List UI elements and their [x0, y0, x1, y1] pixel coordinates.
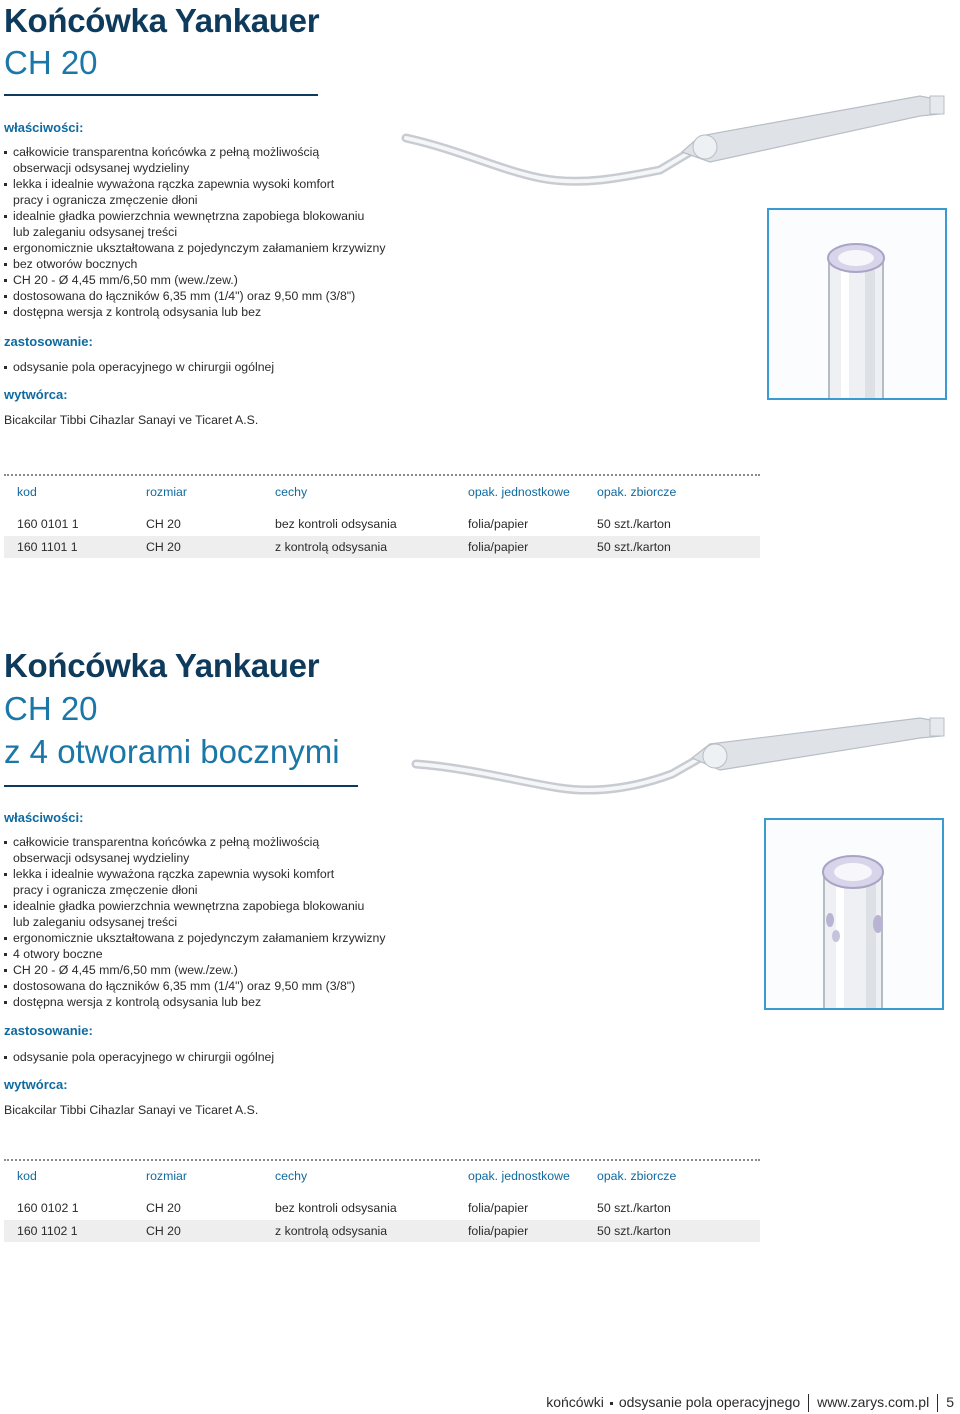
cell-features: bez kontroli odsysania — [275, 1201, 397, 1215]
footer-category: końcówki — [546, 1394, 604, 1410]
cell-unit-pack: folia/papier — [468, 540, 529, 554]
property-item: bez otworów bocznych — [4, 256, 424, 272]
cell-code: 160 1101 1 — [17, 540, 78, 554]
tip-side-holes-closeup-icon — [764, 818, 944, 1010]
table-row — [4, 1197, 760, 1219]
table-row — [4, 1220, 760, 1242]
usage-item: odsysanie pola operacyjnego w chirurgii ogólnej — [4, 1049, 424, 1065]
usage-item: odsysanie pola operacyjnego w chirurgii ogólnej — [4, 359, 424, 375]
header-bulk-pack: opak. zbiorcze — [597, 485, 677, 499]
cell-unit-pack: folia/papier — [468, 1224, 529, 1238]
footer-divider — [937, 1394, 938, 1412]
header-features: cechy — [275, 485, 308, 499]
header-unit-pack: opak. jednostkowe — [468, 485, 570, 499]
footer-separator — [610, 1402, 613, 1405]
properties-list — [4, 834, 424, 1010]
cell-bulk-pack: 50 szt./karton — [597, 540, 671, 554]
property-item: lekka i idealnie wyważona rączka zapewnia wysoki komfort pracy i ogranicza zmęczenie dłoni — [4, 866, 348, 898]
property-item: dostosowana do łączników 6,35 mm (1/4") oraz 9,50 mm (3/8") — [4, 288, 424, 304]
product-subtitle-line-2: z 4 otworami bocznymi — [4, 733, 340, 770]
footer-section: odsysanie pola operacyjnego — [618, 1394, 801, 1410]
product-subtitle: CH 20 — [4, 44, 98, 81]
property-item: dostosowana do łączników 6,35 mm (1/4") oraz 9,50 mm (3/8") — [4, 978, 424, 994]
property-item: idealnie gładka powierzchnia wewnętrzna zapobiega blokowaniu lub zaleganiu odsysanej treści — [4, 898, 378, 930]
property-item: całkowicie transparentna końcówka z pełną możliwością obserwacji odsysanej wydzieliny — [4, 834, 343, 866]
footer-website[interactable]: www.zarys.com.pl — [817, 1394, 930, 1410]
usage-list — [4, 1049, 424, 1065]
property-item: dostępna wersja z kontrolą odsysania lub bez — [4, 304, 424, 320]
cell-bulk-pack: 50 szt./karton — [597, 517, 671, 531]
property-item: ergonomicznie ukształtowana z pojedynczym załamaniem krzywizny — [4, 930, 424, 946]
property-item: 4 otwory boczne — [4, 946, 424, 962]
usage-list — [4, 359, 424, 375]
header-code: kod — [17, 1169, 37, 1183]
cell-size: CH 20 — [146, 540, 181, 554]
table-top-divider — [4, 474, 760, 476]
manufacturer-name: Bicakcilar Tibbi Cihazlar Sanayi ve Ticaret A.S. — [4, 1103, 259, 1117]
table-top-divider — [4, 1159, 760, 1161]
property-item: idealnie gładka powierzchnia wewnętrzna zapobiega blokowaniu lub zaleganiu odsysanej treści — [4, 208, 378, 240]
usage-label: zastosowanie: — [4, 334, 93, 349]
product-subtitle: CH 20 — [4, 690, 98, 727]
header-size: rozmiar — [146, 1169, 187, 1183]
cell-features: z kontrolą odsysania — [275, 540, 388, 554]
property-item: CH 20 - Ø 4,45 mm/6,50 mm (wew./zew.) — [4, 272, 424, 288]
table-header — [4, 481, 760, 503]
footer-divider — [808, 1394, 809, 1412]
cell-unit-pack: folia/papier — [468, 517, 529, 531]
manufacturer-name: Bicakcilar Tibbi Cihazlar Sanayi ve Ticaret A.S. — [4, 413, 259, 427]
table-header — [4, 1165, 760, 1187]
title-underline — [4, 785, 358, 787]
cell-code: 160 0102 1 — [17, 1201, 79, 1215]
cell-size: CH 20 — [146, 517, 181, 531]
yankauer-tip-icon — [400, 92, 950, 192]
header-size: rozmiar — [146, 485, 187, 499]
cell-features: z kontrolą odsysania — [275, 1224, 388, 1238]
table-row — [4, 513, 760, 535]
property-item: lekka i idealnie wyważona rączka zapewnia wysoki komfort pracy i ogranicza zmęczenie dłoni — [4, 176, 348, 208]
property-item: dostępna wersja z kontrolą odsysania lub bez — [4, 994, 424, 1010]
product-title: Końcówka Yankauer — [4, 647, 320, 684]
cell-features: bez kontroli odsysania — [275, 517, 397, 531]
property-item: ergonomicznie ukształtowana z pojedynczym załamaniem krzywizny — [4, 240, 424, 256]
page-number: 5 — [946, 1394, 954, 1410]
cell-size: CH 20 — [146, 1201, 181, 1215]
property-item: całkowicie transparentna końcówka z pełną możliwością obserwacji odsysanej wydzieliny — [4, 144, 343, 176]
properties-list — [4, 144, 424, 320]
yankauer-tip-icon — [410, 708, 950, 798]
header-bulk-pack: opak. zbiorcze — [597, 1169, 677, 1183]
tip-closeup-icon — [767, 208, 947, 400]
cell-code: 160 1102 1 — [17, 1224, 78, 1238]
cell-code: 160 0101 1 — [17, 517, 79, 531]
product-title: Końcówka Yankauer — [4, 2, 320, 39]
manufacturer-label: wytwórca: — [4, 1077, 68, 1092]
properties-label: właściwości: — [4, 120, 84, 135]
header-features: cechy — [275, 1169, 308, 1183]
manufacturer-label: wytwórca: — [4, 387, 68, 402]
header-code: kod — [17, 485, 37, 499]
properties-label: właściwości: — [4, 810, 84, 825]
cell-bulk-pack: 50 szt./karton — [597, 1224, 671, 1238]
usage-label: zastosowanie: — [4, 1023, 93, 1038]
title-underline — [4, 94, 318, 96]
cell-unit-pack: folia/papier — [468, 1201, 529, 1215]
table-row — [4, 536, 760, 558]
header-unit-pack: opak. jednostkowe — [468, 1169, 570, 1183]
property-item: CH 20 - Ø 4,45 mm/6,50 mm (wew./zew.) — [4, 962, 424, 978]
cell-size: CH 20 — [146, 1224, 181, 1238]
cell-bulk-pack: 50 szt./karton — [597, 1201, 671, 1215]
page-footer — [546, 1394, 954, 1412]
